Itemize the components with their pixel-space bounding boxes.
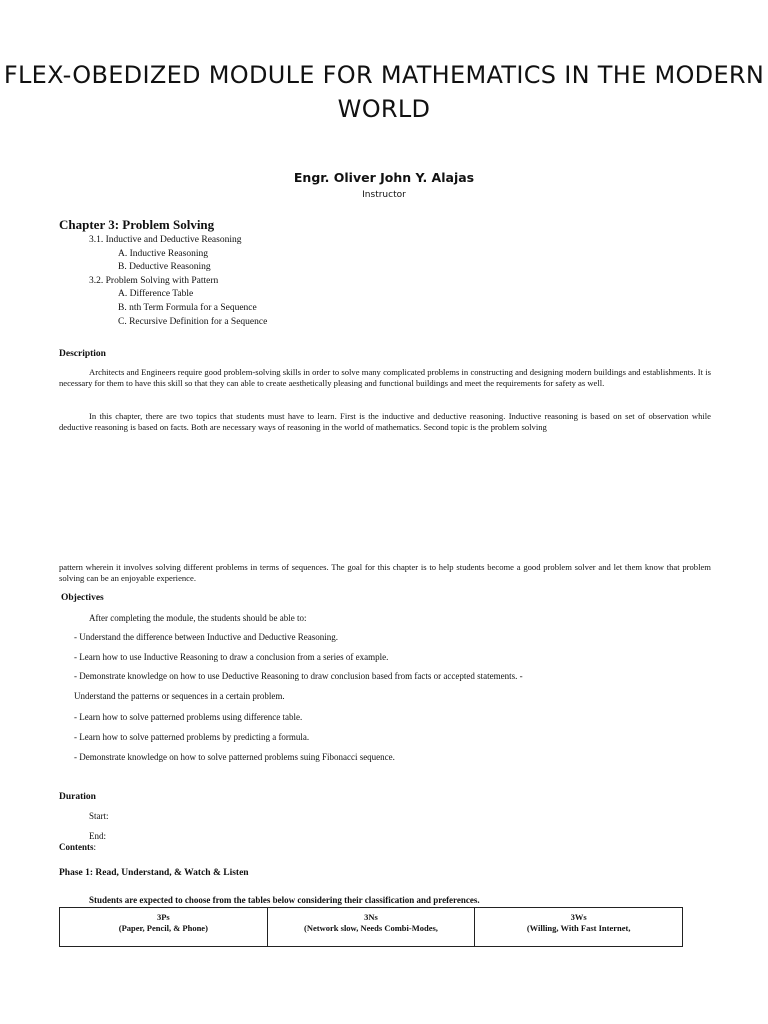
chapter-heading: Chapter 3: Problem Solving [59, 217, 215, 232]
description-paragraph-1: Architects and Engineers require good problem-solving skills in order to solve many complicated problems in constructing and designing modern buildings and establishments. It is necessary for them to have this skill so that they can able to create aesthetically pleasing and functional buildings and meet the requirements for safety as well. [59, 367, 711, 389]
objective-item: - Learn how to solve patterned problems by predicting a formula. [74, 732, 310, 742]
contents-label: Contents [59, 842, 94, 852]
table-row [60, 908, 683, 947]
author-name: Engr. Oliver John Y. Alajas [293, 170, 475, 185]
column-subtitle: (Paper, Pencil, & Phone) [118, 923, 208, 933]
preference-table [59, 907, 683, 947]
column-title: 3Ps [156, 912, 170, 922]
phase1-heading: Phase 1: Read, Understand, & Watch & Listen [59, 868, 249, 878]
toc-item: C. Recursive Definition for a Sequence [118, 316, 268, 327]
objective-item: - Demonstrate knowledge on how to use Deductive Reasoning to draw conclusion based from facts or accepted statements. - [74, 671, 523, 681]
toc-item: 3.2. Problem Solving with Pattern [89, 275, 219, 286]
objectives-heading: Objectives [61, 593, 104, 603]
document-title: FLEX-OBEDIZED MODULE FOR MATHEMATICS IN THE MODERN WORLD [3, 61, 765, 123]
objective-item: - Learn how to solve patterned problems using difference table. [74, 712, 303, 722]
objective-item: - Learn how to use Inductive Reasoning to draw a conclusion from a series of example. [74, 652, 389, 662]
table-cell-3ns [267, 908, 475, 947]
description-paragraph-2: In this chapter, there are two topics that students must have to learn. First is the inductive and deductive reasoning. Inductive reasoning is based on set of observation while deductive reasoning is based on facts. Both are necessary ways of reasoning in the world of mathematics. Second topic is the problem solving [59, 411, 711, 433]
toc-item: A. Inductive Reasoning [118, 248, 208, 259]
table-cell-3ws [475, 908, 683, 947]
contents-colon: : [93, 842, 97, 852]
column-subtitle: (Network slow, Needs Combi-Modes, [304, 923, 438, 933]
column-subtitle: (Willing, With Fast Internet, [526, 923, 631, 933]
table-cell-3ps [60, 908, 268, 947]
column-title: 3Ns [364, 912, 378, 922]
duration-start: Start: [89, 811, 109, 821]
toc-item: 3.1. Inductive and Deductive Reasoning [89, 235, 242, 245]
table-of-contents [0, 234, 267, 329]
author-role: Instructor [362, 190, 406, 200]
column-title: 3Ws [570, 912, 587, 922]
objectives-intro: After completing the module, the students should be able to: [89, 613, 307, 623]
description-heading: Description [59, 349, 106, 359]
description-paragraph-3: pattern wherein it involves solving different problems in terms of sequences. The goal for this chapter is to help students become a good problem solver and let them know that problem solving can be an enjoyable experience. [59, 562, 711, 584]
objective-item: - Understand the difference between Inductive and Deductive Reasoning. [74, 632, 338, 642]
toc-item: B. nth Term Formula for a Sequence [118, 302, 257, 313]
objective-item: - Demonstrate knowledge on how to solve patterned problems suing Fibonacci sequence. [74, 752, 395, 762]
toc-item: A. Difference Table [118, 289, 194, 300]
contents-line [59, 842, 96, 852]
phase1-note: Students are expected to choose from the tables below considering their classification and preferences. [89, 895, 480, 905]
duration-end: End: [89, 831, 106, 841]
duration-heading: Duration [59, 792, 96, 802]
objective-item: Understand the patterns or sequences in a certain problem. [74, 691, 285, 701]
toc-item: B. Deductive Reasoning [118, 262, 211, 273]
